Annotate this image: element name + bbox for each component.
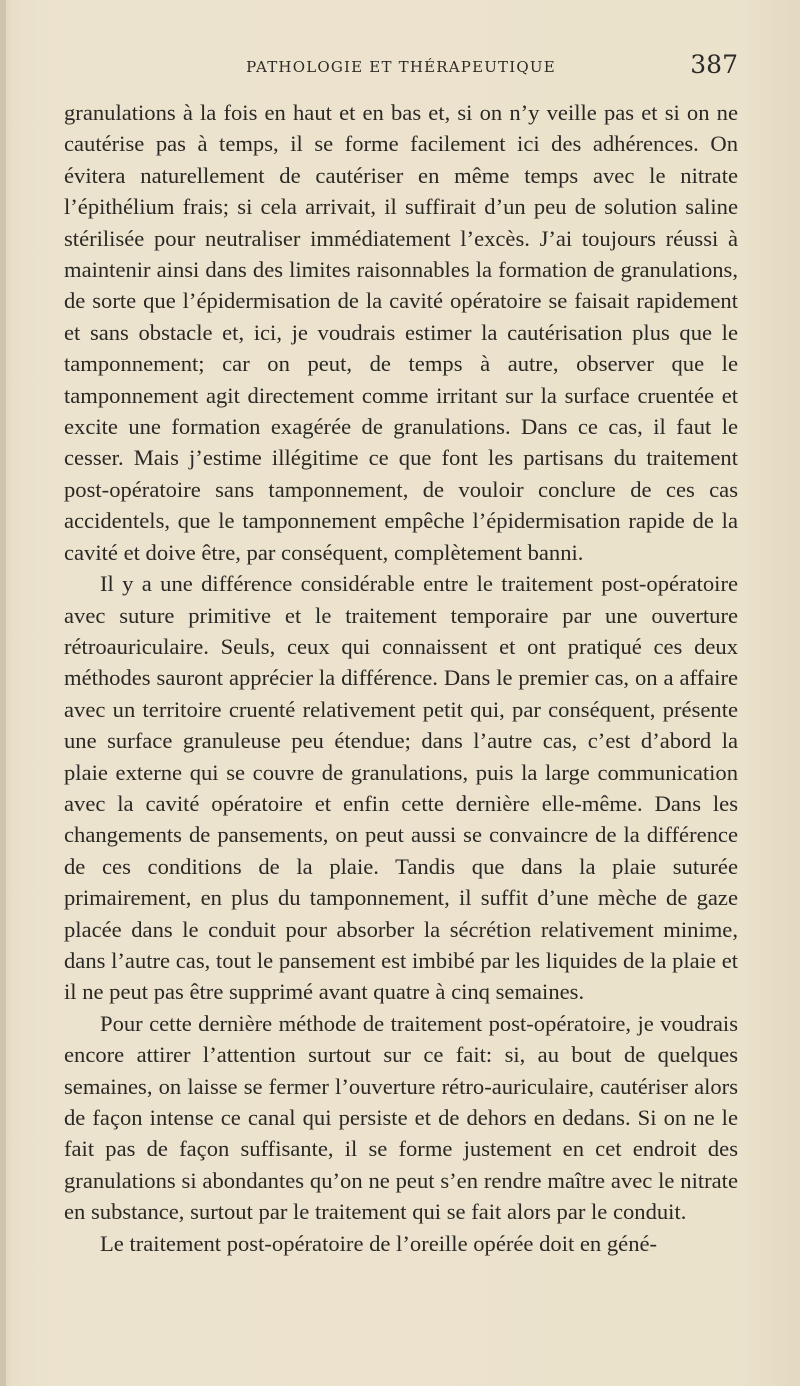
body-text (64, 97, 738, 1259)
paragraph-2: Il y a une différence considérable entre le traitement post-opératoire avec suture primitive et le traitement temporaire par une ouverture rétroauriculaire. Seuls, ceux qui connaissent et ont pratiqué ces deux méthodes sauront apprécier la différence. Dans le premier cas, on a affaire avec un territoire cruenté relativement petit qui, par conséquent, présente une surface granuleuse peu étendue; dans l’autre cas, c’est d’abord la plaie externe qui se couvre de granulations, puis la large communication avec la cavité opératoire et enfin cette dernière elle-même. Dans les changements de pansements, on peut aussi se convaincre de la différence de ces conditions de la plaie. Tandis que dans la plaie suturée primairement, en plus du tamponnement, il suffit d’une mèche de gaze placée dans le conduit pour absorber la sécrétion relativement minime, dans l’autre cas, tout le pansement est imbibé par les liquides de la plaie et il ne peut pas être supprimé avant quatre à cinq semaines. (64, 571, 738, 1005)
page-number: 387 (690, 50, 738, 79)
page-header (64, 50, 738, 90)
page-edge-shadow (0, 0, 6, 1386)
running-head: PATHOLOGIE ET THÉRAPEUTIQUE (246, 58, 556, 76)
paragraph-1: granulations à la fois en haut et en bas et, si on n’y veille pas et si on ne cautérise pas à temps, il se forme facilement ici des adhérences. On évitera naturellement de cautériser en même temps avec le nitrate l’épithélium frais; si cela arrivait, il suffirait d’un peu de solution saline stérilisée pour neutraliser immédiatement l’excès. J’ai toujours réussi à maintenir ainsi dans des limites raisonnables la formation de granulations, de sorte que l’épidermisation de la cavité opératoire se faisait rapidement et sans obstacle et, ici, je voudrais estimer la cautérisation plus que le tamponnement; car on peut, de temps à autre, observer que le tamponnement agit directement comme irritant sur la surface cruentée et excite une formation exagérée de granulations. Dans ce cas, il faut le cesser. Mais j’estime illégitime ce que font les partisans du traitement post-opératoire sans tamponnement, de vouloir conclure de ces cas accidentels, que le tamponnement empêche l’épidermisation rapide de la cavité et doive être, par conséquent, complètement banni. (64, 100, 738, 565)
paragraph-4: Le traitement post-opératoire de l’oreille opérée doit en géné- (100, 1230, 658, 1256)
paragraph-3: Pour cette dernière méthode de traitement post-opératoire, je voudrais encore attirer l’attention surtout sur ce fait: si, au bout de quelques semaines, on laisse se fermer l’ouverture rétro-auriculaire, cautériser alors de façon intense ce canal qui persiste et de dehors en dedans. Si on ne le fait pas de façon suffisante, il se forme justement en cet endroit des granulations si abondantes qu’on ne peut s’en rendre maître avec le nitrate en substance, surtout par le traitement qui se fait alors par le conduit. (64, 1010, 738, 1225)
